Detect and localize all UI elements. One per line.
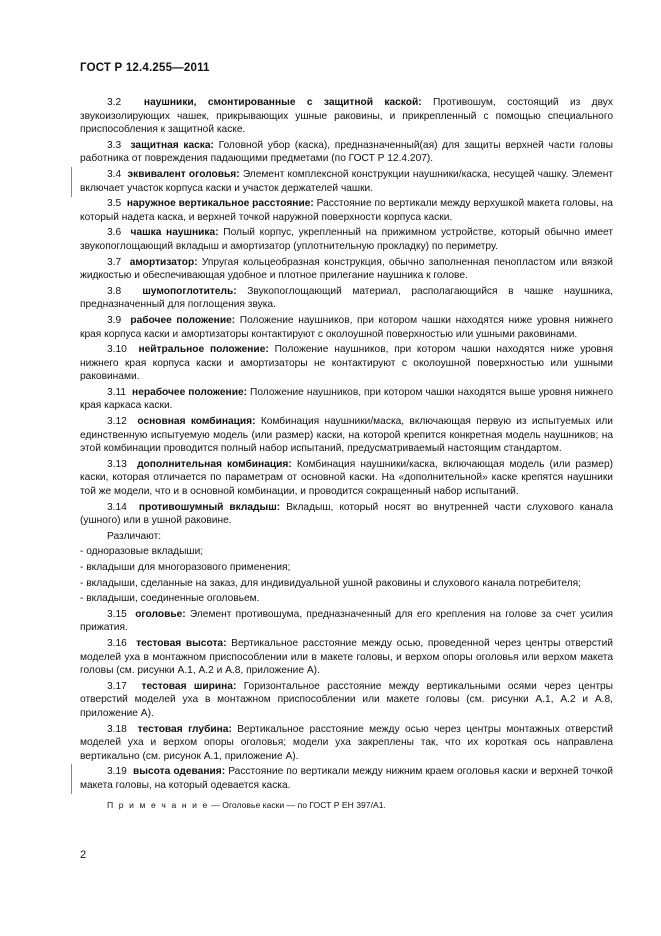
- definition-item: 3.9 рабочее положение: Положение наушников, при котором чашки находятся ниже уровня нижнего края корпуса каски и амортизаторы контактируют с околоушной поверхностью или ушными раковинами.: [80, 314, 613, 340]
- document-body: [80, 96, 613, 821]
- definition-item: 3.7 амортизатор: Упругая кольцеобразная конструкция, обычно заполненная пенопластом или вязкой жидкостью и обеспечивающая удобное и плотное прилегание наушника к голове.: [80, 256, 613, 282]
- note-label: П р и м е ч а н и е: [107, 799, 209, 810]
- document-header: ГОСТ Р 12.4.255—2011: [80, 62, 210, 74]
- note: [80, 799, 613, 813]
- definition-item: 3.6 чашка наушника: Полый корпус, укрепленный на прижимном устройстве, который обычно имеет звукопоглощающий вкладыш и амортизатор (уплотнительную прокладку) по периметру.: [80, 227, 613, 252]
- definition-item: 3.17 тестовая ширина: Горизонтальное расстояние между вертикальными осями через центры отверстий моделей уха в монтажном приспособлении или макете головы (см. рисунки А.1, А.2 и А.8, приложение А).: [80, 680, 613, 719]
- definition-item: 3.18 тестовая глубина: Вертикальное расстояние между осью через центры монтажных отверстий моделей уха и верхом опоры оголовья; модели уха закреплены так, что их короткая ось направлена вертикально (см. рисунок А.1, приложение А).: [80, 723, 613, 762]
- definition-item: 3.13 дополнительная комбинация: Комбинация наушники/каска, включающая модель (или размер) каски, которая отличается по параметрам от основной каски. На «дополнительной» каске крепятся наушники той же модели, что и в основной комбинации, и проводится сокращенный набор испытаний.: [80, 458, 614, 498]
- definition-item: 3.16 тестовая высота: Вертикальное расстояние между осью, проведенной через центры отверстий моделей уха в монтажном приспособлении или в макете головы, и верхом опоры оголовья или верхом макета головы (см. рисунки А.1, А.2 и А.8, приложение А).: [80, 637, 613, 677]
- list-item: - вкладыши для многоразового применения;: [80, 562, 291, 573]
- list-item: - вкладыши, сделанные на заказ, для индивидуальной ушной раковины и слухового канала потребителя;: [80, 577, 582, 589]
- definition-item: 3.2 наушники, смонтированные с защитной каской: Противошум, состоящий из двух звукоизолирующих чашек, прикрывающих ушные раковины, и прикрепленный с помощью специального приспособления к защитной каске.: [80, 97, 613, 136]
- definition-item: 3.11 нерабочее положение: Положение наушников, при котором чашки находятся выше уровня нижнего края каркаса каски.: [80, 386, 614, 412]
- definition-item: 3.3 защитная каска: Головной убор (каска), предназначенный(ая) для защиты верхней части головы работника от повреждения падающими предметами (по ГОСТ Р 12.4.207).: [80, 139, 614, 165]
- definition-item: 3.10 нейтральное положение: Положение наушников, при котором чашки находятся ниже уровня нижнего края корпуса каски и амортизаторы не контактируют с околоушной поверхностью или ушными раковинами.: [80, 344, 614, 383]
- list-item: - вкладыши, соединенные оголовьем.: [80, 593, 260, 605]
- definition-item: 3.12 основная комбинация: Комбинация наушники/маска, включающая первую из испытуемых или единственную испытуемую модель (или размер) каски, на которой крепится конкретная модель наушников; на этой комбинации проводится полный набор испытаний, предусматриваемый настоящим стандартом.: [80, 416, 613, 455]
- definition-item: 3.15 оголовье: Элемент противошума, предназначенный для его крепления на голове за счет усилия прижатия.: [80, 608, 613, 634]
- definition-item: 3.8 шумопоглотитель: Звукопоглощающий материал, располагающийся в чашке наушника, предназначенный для поглощения звука.: [80, 285, 613, 311]
- change-bar: [71, 764, 72, 794]
- definition-item: 3.14 противошумный вкладыш: Вкладыш, который носят во внутренней части слухового канала (ушного) или в ушной раковине.: [80, 501, 614, 527]
- page-number: 2: [80, 849, 87, 861]
- note-text: — Оголовье каски — по ГОСТ Р ЕН 397/А1.: [208, 799, 386, 810]
- definition-item: 3.4 эквивалент оголовья: Элемент комплексной конструкции наушники/каска, несущей чашку. Элемент включает участок корпуса каски и участок держателей чашки.: [80, 168, 613, 194]
- list-item: - одноразовые вкладыши;: [80, 546, 204, 558]
- list-intro: Различают:: [107, 530, 162, 542]
- definition-item: 3.19 высота одевания: Расстояние по вертикали между нижним краем оголовья каски и верхней точкой макета головы, на который одевается каска.: [80, 766, 613, 791]
- definition-item: 3.5 наружное вертикальное расстояние: Расстояние по вертикали между верхушкой макета головы, на который надета каска, и верхней точкой наружной поверхности корпуса каски.: [80, 198, 613, 223]
- change-bar: [71, 167, 72, 197]
